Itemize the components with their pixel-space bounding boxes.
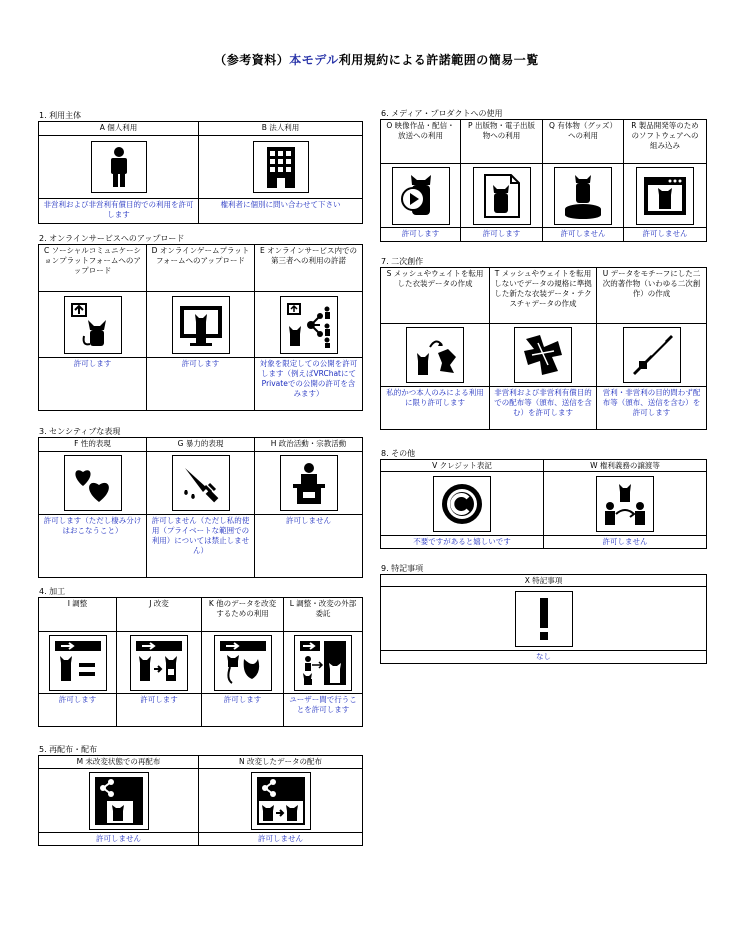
video-icon (392, 167, 450, 225)
pen-icon (623, 327, 681, 383)
section-label: 4. 加工 (39, 587, 66, 596)
item-answer: 許可します (482, 229, 521, 238)
item-header: N 改変したデータの配布 (199, 756, 362, 769)
item-n-modified-distribution (199, 756, 362, 845)
section-processing (38, 586, 363, 727)
item-header: S メッシュやウェイトを転用した衣装データの作成 (381, 268, 489, 324)
item-header: M 未改変状態での再配布 (39, 756, 198, 769)
item-f-sexual-expression (39, 438, 147, 577)
section-label: 7. 二次創作 (381, 257, 424, 266)
modify-icon (130, 635, 188, 691)
title-main: 利用規約による許諾範囲の簡易一覧 (338, 53, 539, 67)
share-modified-icon (251, 772, 311, 830)
item-header: G 暴力的表現 (147, 438, 254, 452)
section-label: 5. 再配布・配布 (39, 745, 98, 754)
item-header: X 特記事項 (381, 575, 706, 587)
item-answer: 対象を限定しての公開を許可します（例えばVRChatにてPrivateでの公開の許可を含みます） (259, 359, 358, 398)
item-header: F 性的表現 (39, 438, 146, 452)
item-answer: 許可しません (560, 229, 606, 238)
page-title (0, 51, 753, 68)
item-header: R 製品開発等のためのソフトウェアへの組み込み (624, 120, 706, 164)
item-header: O 映像作品・配信・放送への利用 (381, 120, 460, 164)
item-answer: 非営利および非営利有償目的での利用を許可します (43, 200, 194, 219)
share-cat-icon (89, 772, 149, 830)
item-answer: ユーザー間で行うことを許可します (289, 695, 357, 714)
item-header: P 出版物・電子出版物への利用 (461, 120, 542, 164)
item-answer: 許可しません (642, 229, 688, 238)
figure-icon (554, 167, 612, 225)
section-label: 3. センシティブな表現 (39, 427, 121, 436)
item-answer: 許可します (223, 695, 262, 704)
item-answer: 不要ですがあると嬉しいです (413, 537, 511, 546)
item-k-modify-other (202, 598, 284, 726)
item-header: C ソーシャルコミュニケーションプラットフォームへのアップロード (39, 245, 146, 292)
software-icon (636, 167, 694, 225)
item-header: E オンラインサービス内での第三者への利用の許諾 (255, 245, 362, 292)
upload-cat-icon (64, 296, 122, 354)
section-sensitive-expression (38, 426, 363, 578)
item-answer: 許可しません (286, 516, 331, 525)
section-online-upload (38, 233, 363, 411)
cat-clothes-icon (406, 327, 464, 383)
item-answer: 権利者に個別に問い合わせて下さい (220, 200, 341, 209)
item-header: D オンラインゲームプラットフォームへのアップロード (147, 245, 254, 292)
item-b-corporate-use (199, 122, 362, 223)
item-h-political-religious (255, 438, 362, 577)
outsource-icon (294, 635, 352, 691)
item-header: H 政治活動・宗教活動 (255, 438, 362, 452)
section-label: 8. その他 (381, 449, 416, 458)
hearts-icon (64, 455, 122, 511)
item-g-violent-expression (147, 438, 255, 577)
title-accent: 本モデル (289, 53, 339, 67)
item-j-modify (117, 598, 202, 726)
item-o-video-broadcast (381, 120, 461, 241)
item-i-adjust (39, 598, 117, 726)
item-header: K 他のデータを改変するための利用 (202, 598, 283, 632)
item-header: I 調整 (39, 598, 116, 632)
item-s-costume-mesh (381, 268, 490, 429)
item-t-new-costume (490, 268, 597, 429)
knife-icon (172, 455, 230, 511)
item-header: V クレジット表記 (381, 460, 543, 472)
transfer-icon (596, 476, 654, 532)
item-m-unmodified-redistribution (39, 756, 199, 845)
item-answer: 許可します（ただし棲み分けはおこなうこと） (43, 516, 142, 535)
item-header: B 法人利用 (199, 122, 362, 136)
person-icon (91, 141, 147, 193)
item-header: U データをモチーフにした二次的著作物（いわゆる二次創作）の作成 (597, 268, 706, 324)
item-q-goods (543, 120, 624, 241)
section-usage-subject (38, 110, 363, 224)
clothes-icon (514, 327, 572, 383)
item-d-game-upload (147, 245, 255, 410)
item-answer: 非営利および非営利有償目的での配布等（頒布、送信を含む）を許可します (494, 388, 592, 417)
adjust-icon (49, 635, 107, 691)
section-redistribution (38, 744, 363, 846)
item-answer: 営利・非営利の目的問わず配布等（頒布、送信を含む）を許可します (602, 388, 701, 417)
item-l-outsource (284, 598, 362, 726)
item-header: Q 有体物（グッズ）への利用 (543, 120, 623, 164)
item-header: J 改変 (117, 598, 201, 632)
monitor-cat-icon (172, 296, 230, 354)
item-header: L 調整・改変の外部委託 (284, 598, 362, 632)
section-label: 2. オンラインサービスへのアップロード (39, 234, 185, 243)
title-prefix: （参考資料） (214, 53, 290, 67)
item-answer: なし (536, 652, 551, 661)
item-header: W 権利義務の譲渡等 (544, 460, 706, 472)
share-people-icon (280, 296, 338, 354)
item-answer: 許可します (58, 695, 97, 704)
item-answer: 許可しません (96, 834, 141, 843)
item-p-publication (461, 120, 543, 241)
section-derivative-works (380, 256, 707, 430)
item-v-credit (381, 460, 544, 548)
item-e-third-party-license (255, 245, 362, 410)
item-answer: 私的かつ本人のみによる利用に限り許可します (386, 388, 484, 407)
item-answer: 許可しません (258, 834, 303, 843)
item-w-rights-transfer (544, 460, 706, 548)
item-a-personal-use (39, 122, 199, 223)
exclamation-icon (515, 591, 573, 647)
item-r-software (624, 120, 706, 241)
section-label: 6. メディア・プロダクトへの使用 (381, 109, 503, 118)
section-special-notes (380, 563, 707, 664)
item-header: A 個人利用 (39, 122, 198, 136)
modify-other-icon (214, 635, 272, 691)
section-other (380, 448, 707, 549)
item-u-fan-work (597, 268, 706, 429)
item-answer: 許可します (181, 359, 220, 368)
podium-icon (280, 455, 338, 511)
item-answer: 許可しません（ただし私的使用（プライベートな範囲での利用）については禁止しません） (151, 516, 250, 555)
item-header: T メッシュやウェイトを転用しないでデータの規格に準拠した新たな衣装データ・テクスチャデータの作成 (490, 268, 596, 324)
item-x-special-notes (381, 575, 706, 663)
item-answer: 許可します (140, 695, 178, 704)
item-c-social-upload (39, 245, 147, 410)
section-label: 1. 利用主体 (39, 111, 82, 120)
section-media-product (380, 108, 707, 242)
item-answer: 許可します (73, 359, 112, 368)
item-answer: 許可します (401, 229, 440, 238)
section-label: 9. 特記事項 (381, 564, 424, 573)
copyright-icon (433, 476, 491, 532)
document-icon (473, 167, 531, 225)
item-answer: 許可しません (602, 537, 648, 546)
building-icon (253, 141, 309, 193)
